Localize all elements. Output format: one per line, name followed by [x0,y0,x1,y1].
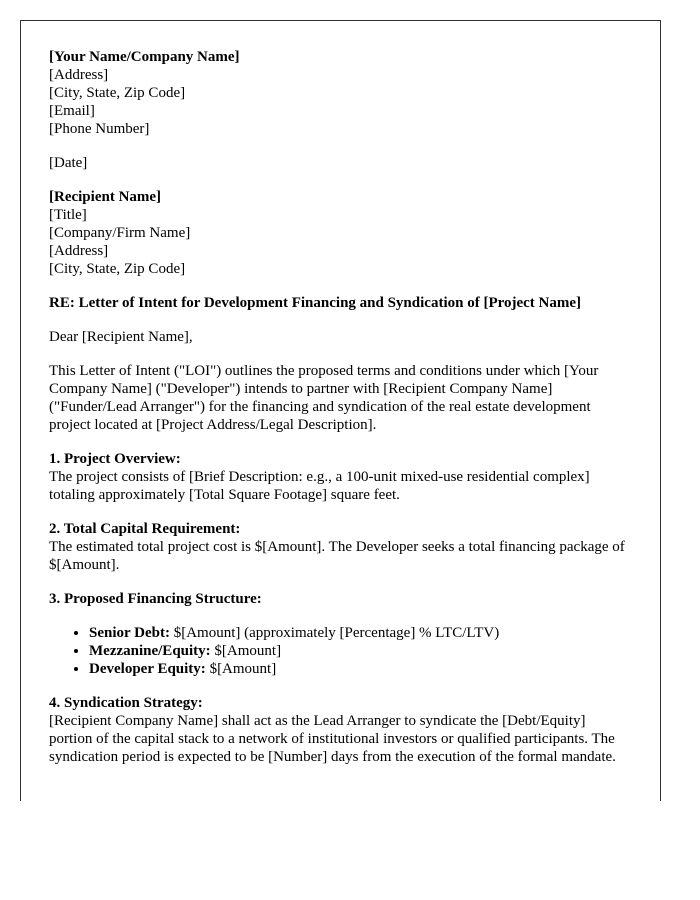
section-syndication-strategy [49,694,632,766]
letter-page [20,20,661,801]
sender-email: [Email] [49,103,95,119]
financing-list [49,624,632,678]
intro-paragraph: This Letter of Intent ("LOI") outlines the proposed terms and conditions under which [Your Company Name] ("Developer") intends to partner with [Recipient Company Name] ("Funder/Lead Arranger") for the financing and syndication of the real estate development project located at [Project Address/Legal Description]. [49,363,599,433]
item-label: Developer Equity: [89,661,206,677]
salutation: Dear [Recipient Name], [49,329,193,345]
section-financing-structure [49,590,632,608]
section-body: [Recipient Company Name] shall act as the Lead Arranger to syndicate the [Debt/Equity] portion of the capital stack to a network of institutional investors or qualified participants. The syndication period is expected to be [Number] days from the execution of the formal mandate. [49,713,616,765]
section-body: The estimated total project cost is $[Amount]. The Developer seeks a total financing package of $[Amount]. [49,539,625,573]
sender-phone: [Phone Number] [49,121,150,137]
recipient-city: [City, State, Zip Code] [49,261,186,277]
list-item [89,624,632,642]
section-heading: 3. Proposed Financing Structure: [49,591,262,607]
sender-city: [City, State, Zip Code] [49,85,186,101]
item-value: $[Amount] (approximately [Percentage] % LTC/LTV) [173,625,500,641]
letter-date: [Date] [49,155,88,171]
section-body: The project consists of [Brief Description: e.g., a 100-unit mixed-use residential complex] totaling approximately [Total Square Footage] square feet. [49,469,590,503]
item-label: Mezzanine/Equity: [89,643,211,659]
sender-address: [Address] [49,67,109,83]
item-value: $[Amount] [214,643,282,659]
recipient-name: [Recipient Name] [49,189,162,205]
section-heading: 2. Total Capital Requirement: [49,521,241,537]
item-value: $[Amount] [209,661,277,677]
list-item [89,660,632,678]
list-item [89,642,632,660]
section-project-overview [49,450,632,504]
subject-line: RE: Letter of Intent for Development Financing and Syndication of [Project Name] [49,295,582,311]
recipient-block [49,188,632,278]
section-heading: 4. Syndication Strategy: [49,695,203,711]
sender-name: [Your Name/Company Name] [49,49,240,65]
item-label: Senior Debt: [89,625,170,641]
section-heading: 1. Project Overview: [49,451,181,467]
recipient-company: [Company/Firm Name] [49,225,191,241]
sender-block [49,48,632,138]
recipient-address: [Address] [49,243,109,259]
section-capital-requirement [49,520,632,574]
recipient-title: [Title] [49,207,87,223]
